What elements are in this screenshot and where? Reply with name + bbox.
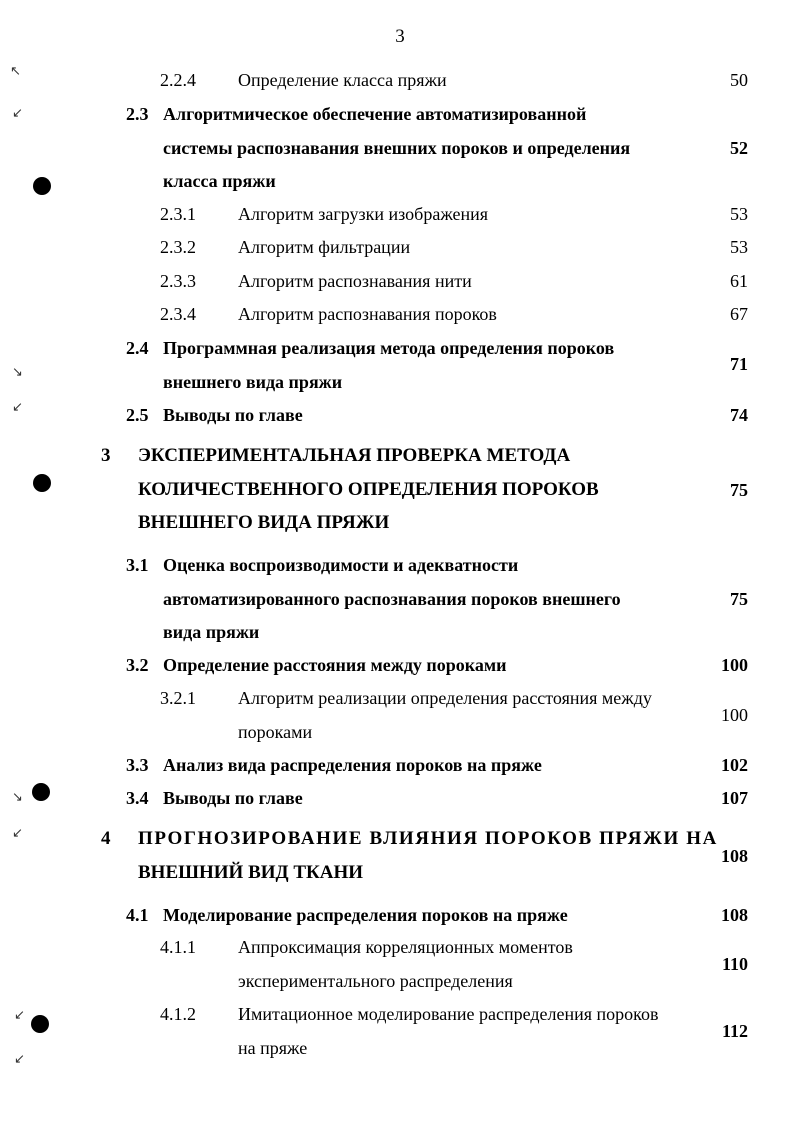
toc-title-line-3: вида пряжи <box>163 622 260 642</box>
toc-title: Определение расстояния между пороками <box>163 655 507 675</box>
toc-number: 2.3.2 <box>160 237 196 257</box>
toc-page: 50 <box>730 70 748 90</box>
toc-page: 71 <box>730 354 748 374</box>
toc-title: Анализ вида распределения пороков на пряже <box>163 755 542 775</box>
toc-number: 3.3 <box>126 755 149 775</box>
toc-page: 112 <box>721 1021 748 1041</box>
scan-speck: ↙ <box>12 826 23 841</box>
toc-title-line-1: ЭКСПЕРИМЕНТАЛЬНАЯ ПРОВЕРКА МЕТОДА <box>138 445 571 466</box>
toc-title: Моделирование распределения пороков на пряже <box>163 905 568 925</box>
scan-speck: ↘ <box>12 365 23 380</box>
toc-number: 4.1.2 <box>160 1004 196 1024</box>
toc-title: Определение класса пряжи <box>238 70 447 90</box>
scan-speck: ↙ <box>14 1008 25 1023</box>
toc-title-line-1: Алгоритм реализации определения расстояния между <box>238 688 652 708</box>
toc-title-line-2: экспериментального распределения <box>238 971 513 991</box>
toc-page: 74 <box>730 405 748 425</box>
toc-title: Алгоритм распознавания нити <box>238 271 472 291</box>
toc-page: 52 <box>730 138 748 158</box>
toc-title-line-1: Алгоритмическое обеспечение автоматизированной <box>163 104 587 124</box>
toc-title-line-1: ПРОГНОЗИРОВАНИЕ ВЛИЯНИЯ ПОРОКОВ ПРЯЖИ НА <box>138 828 718 849</box>
toc-page: 110 <box>721 954 748 974</box>
toc-number: 3.4 <box>126 788 149 808</box>
scan-speck: ↙ <box>12 106 23 121</box>
toc-title-line-2: пороками <box>238 722 313 742</box>
scan-speck: ↘ <box>12 790 23 805</box>
toc-page: 75 <box>730 480 748 500</box>
toc-page: 108 <box>721 905 748 925</box>
toc-page: 61 <box>730 271 748 291</box>
toc-number: 3.2.1 <box>160 688 196 708</box>
toc-page: 100 <box>721 705 748 725</box>
toc-title: Выводы по главе <box>163 788 303 808</box>
toc-title-line-3: класса пряжи <box>163 171 276 191</box>
toc-title: Алгоритм фильтрации <box>238 237 411 257</box>
toc-title-line-2: КОЛИЧЕСТВЕННОГО ОПРЕДЕЛЕНИЯ ПОРОКОВ <box>138 479 599 500</box>
toc-number: 3.1 <box>126 555 149 575</box>
scan-speck: ↖ <box>10 64 21 79</box>
toc-title-line-3: ВНЕШНЕГО ВИДА ПРЯЖИ <box>138 512 390 533</box>
toc-number: 4.1 <box>126 905 149 925</box>
binder-hole <box>33 474 51 492</box>
binder-hole <box>32 783 50 801</box>
binder-hole <box>33 177 51 195</box>
toc-number: 2.2.4 <box>160 70 196 90</box>
toc-title-line-1: Аппроксимация корреляционных моментов <box>238 937 573 957</box>
toc-number: 2.4 <box>126 338 149 358</box>
page-number: 3 <box>395 26 405 47</box>
toc-title: Выводы по главе <box>163 405 303 425</box>
toc-page: 102 <box>721 755 748 775</box>
toc-number: 2.3.3 <box>160 271 196 291</box>
toc-number: 4 <box>101 828 111 849</box>
toc-title: Алгоритм загрузки изображения <box>238 204 489 224</box>
toc-title: Алгоритм распознавания пороков <box>238 304 497 324</box>
toc-title-line-2: автоматизированного распознавания пороков внешнего <box>163 589 621 609</box>
toc-page: 108 <box>721 846 748 866</box>
toc-number: 2.3.1 <box>160 204 196 224</box>
binder-hole <box>31 1015 49 1033</box>
toc-title-line-1: Программная реализация метода определения пороков <box>163 338 615 358</box>
toc-number: 3.2 <box>126 655 149 675</box>
toc-title-line-2: ВНЕШНИЙ ВИД ТКАНИ <box>138 862 364 883</box>
toc-page: 107 <box>721 788 748 808</box>
toc-title-line-1: Оценка воспроизводимости и адекватности <box>163 555 519 575</box>
toc-title-line-2: на пряже <box>238 1038 308 1058</box>
toc-title-line-2: системы распознавания внешних пороков и определения <box>163 138 631 158</box>
toc-number: 2.3.4 <box>160 304 196 324</box>
toc-page: 100 <box>721 655 748 675</box>
toc-page: 67 <box>730 304 748 324</box>
scan-speck: ↙ <box>14 1052 25 1067</box>
toc-number: 2.3 <box>126 104 149 124</box>
toc-page: 53 <box>730 237 748 257</box>
toc-page: 53 <box>730 204 748 224</box>
scan-speck: ↙ <box>12 400 23 415</box>
toc-page: 75 <box>730 589 748 609</box>
toc-title-line-2: внешнего вида пряжи <box>163 372 343 392</box>
toc-number: 4.1.1 <box>160 937 196 957</box>
toc-title-line-1: Имитационное моделирование распределения пороков <box>238 1004 659 1024</box>
toc-number: 2.5 <box>126 405 149 425</box>
toc-number: 3 <box>101 445 111 466</box>
